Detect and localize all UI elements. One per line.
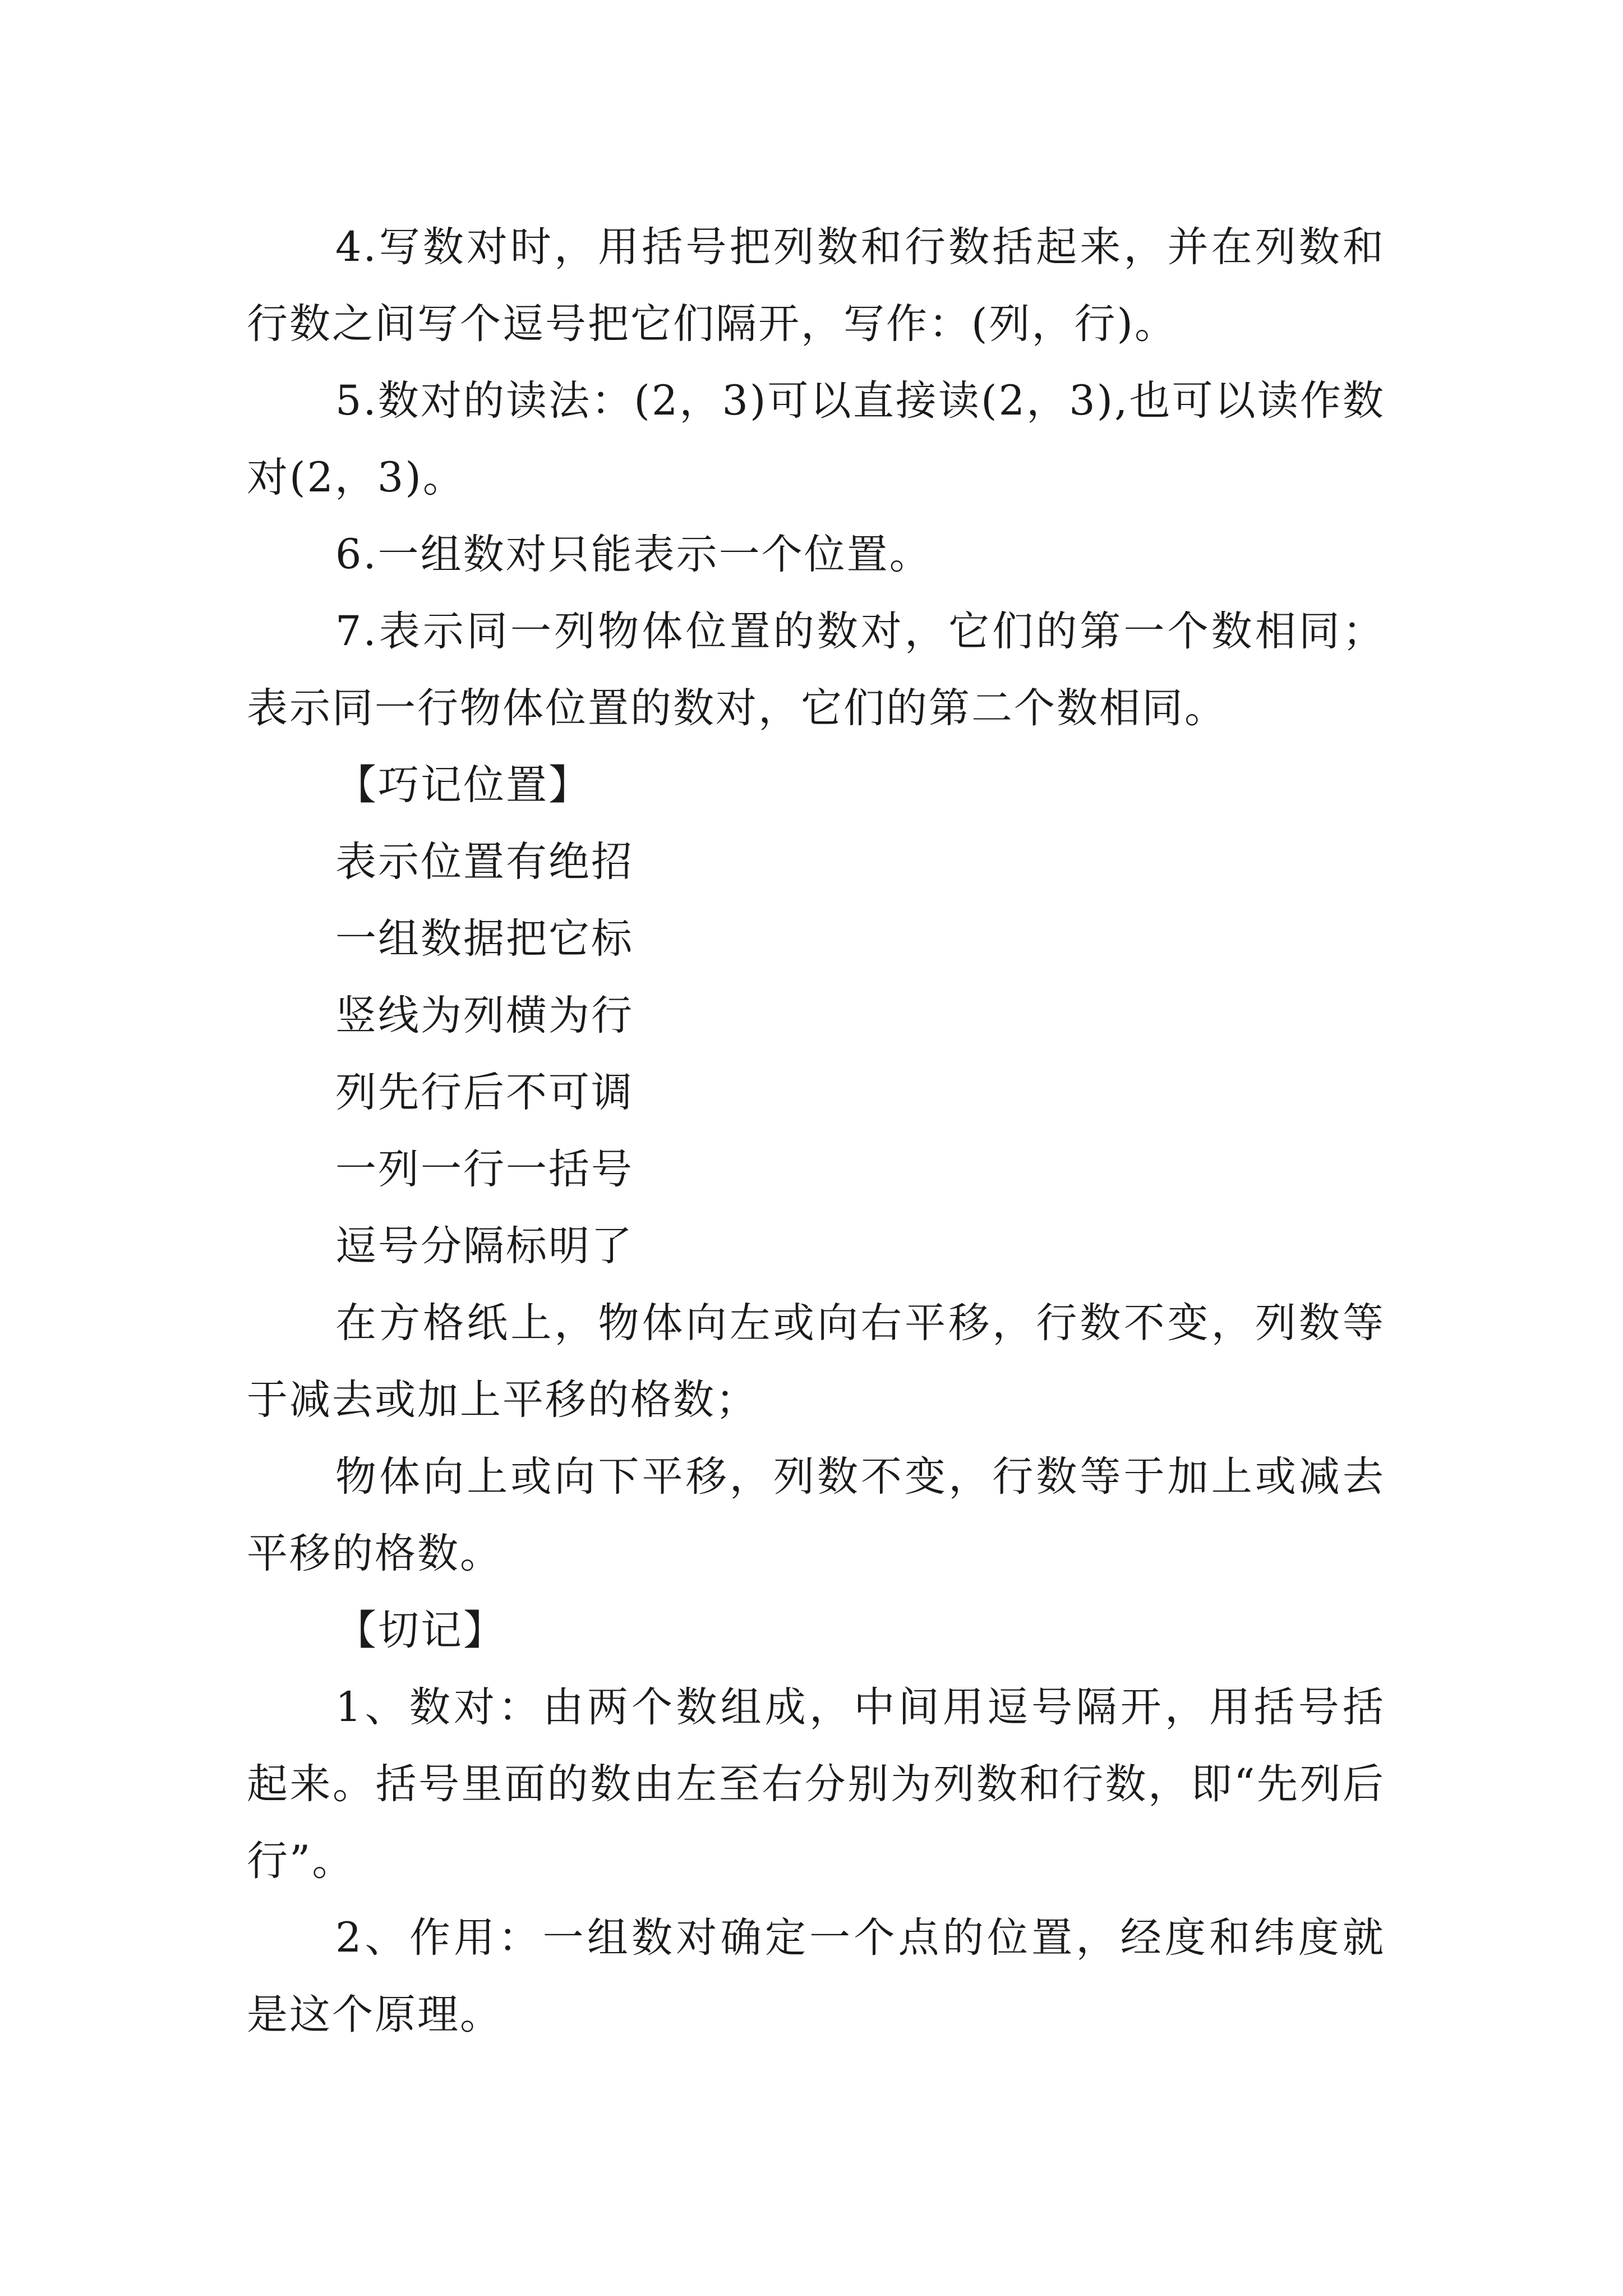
verse-line: 一列一行一括号	[335, 1145, 634, 1193]
paragraph-4: 4.写数对时，用括号把列数和行数括起来，并在列数和行数之间写个逗号把它们隔开，写作：(列，行)。	[247, 223, 1385, 348]
verse-line: 竖线为列横为行	[335, 992, 634, 1039]
paragraph-translation-vertical: 物体向上或向下平移，列数不变，行数等于加上或减去平移的格数。	[247, 1453, 1385, 1577]
paragraph-translation-horizontal: 在方格纸上，物体向左或向右平移，行数不变，列数等于减去或加上平移的格数；	[247, 1299, 1385, 1424]
paragraph-remember-1: 1、数对：由两个数组成，中间用逗号隔开，用括号括起来。括号里面的数由左至右分别为列数和行数，即“先列后行”。	[247, 1683, 1385, 1885]
document-page	[247, 209, 1385, 2053]
paragraph-7: 7.表示同一列物体位置的数对，它们的第一个数相同；表示同一行物体位置的数对，它们的第二个数相同。	[247, 608, 1385, 732]
verse-line: 一组数据把它标	[335, 915, 634, 963]
verse-line: 列先行后不可调	[335, 1069, 634, 1116]
verse-line: 表示位置有绝招	[335, 838, 634, 886]
paragraph-remember-2: 2、作用：一组数对确定一个点的位置，经度和纬度就是这个原理。	[247, 1914, 1385, 2039]
verse-line: 逗号分隔标明了	[335, 1222, 634, 1270]
section-heading-remember: 【切记】	[335, 1607, 506, 1654]
section-heading-memory-tip: 【巧记位置】	[335, 761, 591, 809]
paragraph-5: 5.数对的读法：(2，3)可以直接读(2，3),也可以读作数对(2，3)。	[247, 377, 1385, 501]
paragraph-6: 6.一组数对只能表示一个位置。	[335, 531, 932, 578]
